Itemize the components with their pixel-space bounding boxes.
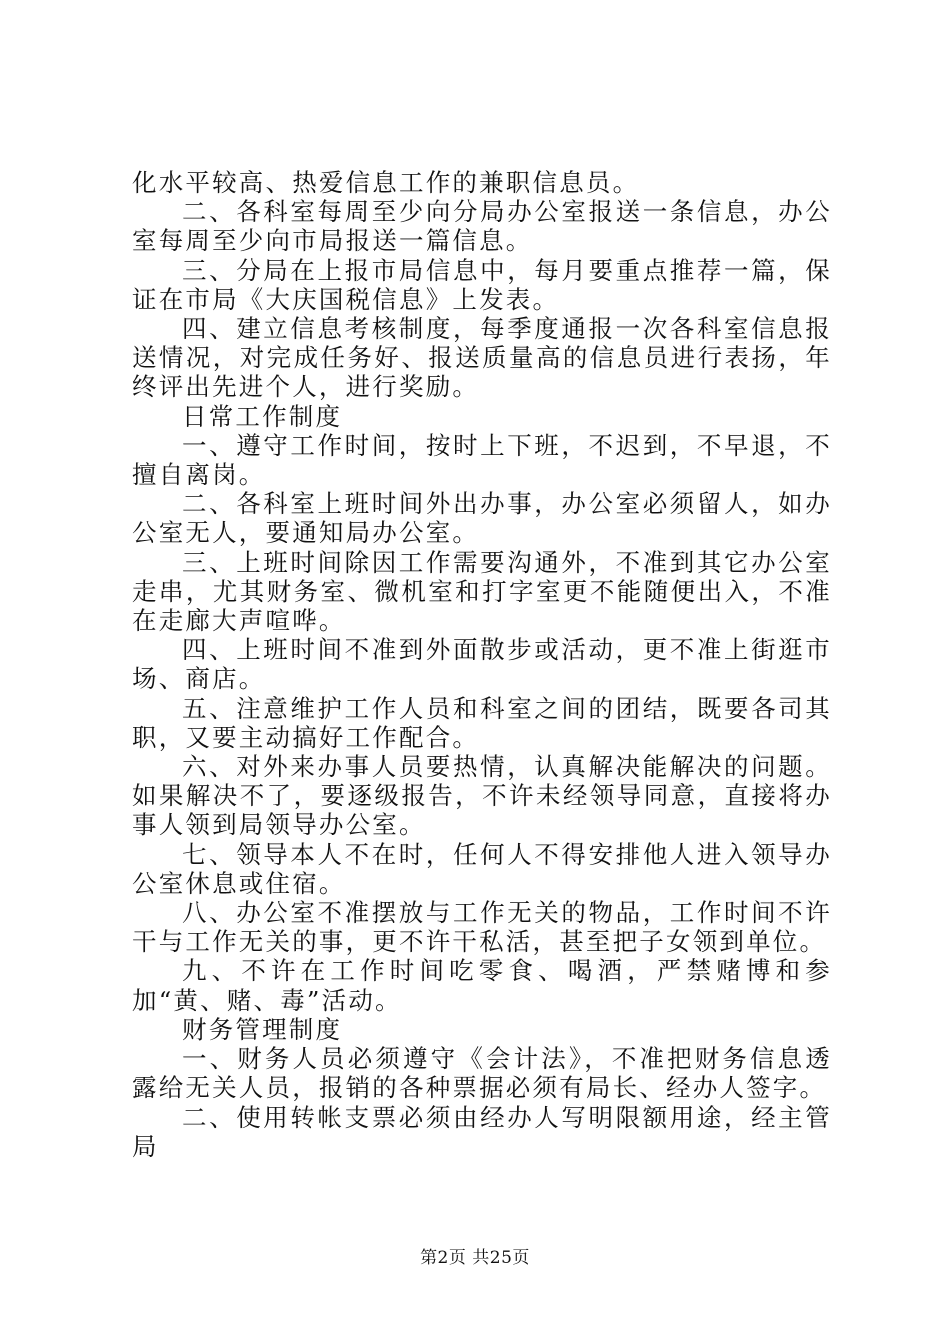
paragraph-item: 二、使用转帐支票必须由经办人写明限额用途，经主管局 bbox=[132, 1102, 832, 1161]
paragraph-item: 四、上班时间不准到外面散步或活动，更不准上街逛市场、商店。 bbox=[132, 635, 832, 694]
paragraph-item: 九、不许在工作时间吃零食、喝酒，严禁赌博和参加“黄、赌、毒”活动。 bbox=[132, 956, 832, 1015]
paragraph-item: 三、分局在上报市局信息中，每月要重点推荐一篇，保证在市局《大庆国税信息》上发表。 bbox=[132, 255, 832, 314]
paragraph-continuation: 化水平较高、热爱信息工作的兼职信息员。 bbox=[132, 168, 640, 197]
paragraph-item: 二、各科室上班时间外出办事，办公室必须留人，如办公室无人，要通知局办公室。 bbox=[132, 489, 832, 548]
section-heading-finance: 财务管理制度 bbox=[182, 1014, 343, 1044]
paragraph-item: 二、各科室每周至少向分局办公室报送一条信息，办公室每周至少向市局报送一篇信息。 bbox=[132, 197, 832, 256]
paragraph-item: 五、注意维护工作人员和科室之间的团结，既要各司其职，又要主动搞好工作配合。 bbox=[132, 693, 832, 752]
paragraph-item: 一、遵守工作时间，按时上下班，不迟到，不早退，不擅自离岗。 bbox=[132, 430, 832, 490]
paragraph-item: 四、建立信息考核制度，每季度通报一次各科室信息报送情况，对完成任务好、报送质量高的信息员进行表扬，年终评出先进个人，进行奖励。 bbox=[132, 314, 832, 402]
paragraph-item: 六、对外来办事人员要热情，认真解决能解决的问题。如果解决不了，要逐级报告，不许未经领导同意，直接将办事人领到局领导办公室。 bbox=[132, 752, 832, 840]
document-body bbox=[132, 168, 832, 1161]
paragraph-item: 八、办公室不准摆放与工作无关的物品，工作时间不许干与工作无关的事，更不许干私活，甚至把子女领到单位。 bbox=[132, 898, 832, 957]
page-number-footer: 第2页 共25页 bbox=[420, 1248, 530, 1268]
paragraph-item: 七、领导本人不在时，任何人不得安排他人进入领导办公室休息或住宿。 bbox=[132, 839, 832, 898]
paragraph-item: 一、财务人员必须遵守《会计法》，不准把财务信息透露给无关人员，报销的各种票据必须有局长、经办人签字。 bbox=[132, 1044, 832, 1103]
section-heading-daily-work: 日常工作制度 bbox=[182, 401, 343, 431]
paragraph-item: 三、上班时间除因工作需要沟通外，不准到其它办公室走串，尤其财务室、微机室和打字室更不能随便出入，不准在走廊大声喧哗。 bbox=[132, 547, 832, 636]
